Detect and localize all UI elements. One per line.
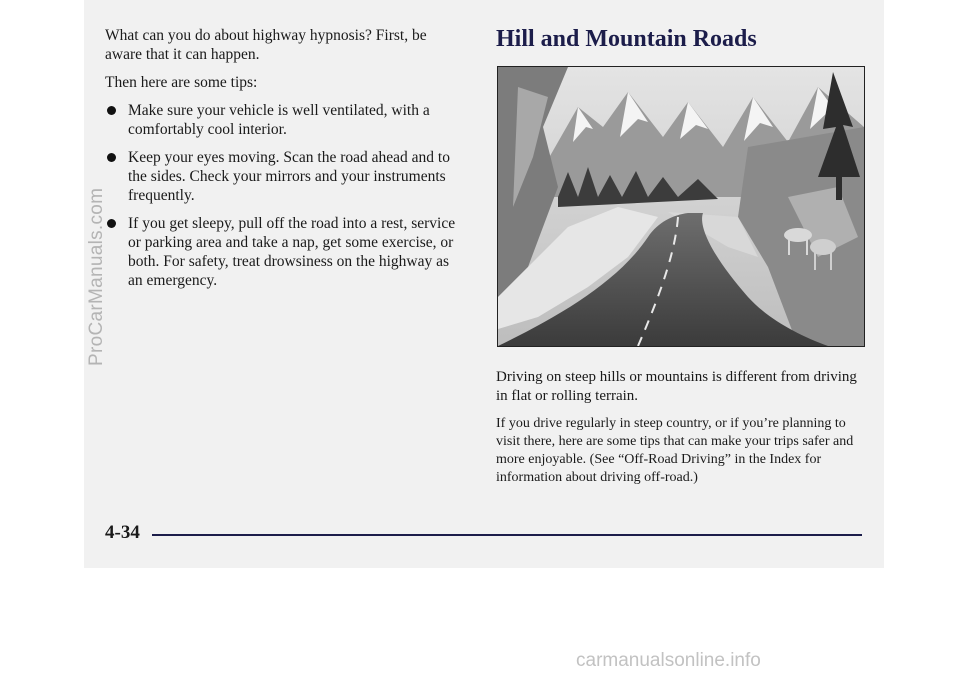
left-column [105, 26, 461, 299]
bullet-icon [107, 219, 116, 228]
list-item [105, 214, 461, 290]
tip-text: If you get sleepy, pull off the road into a rest, service or parking area and take a nap, get some exercise, or both. For safety, treat drowsiness on the highway as an emergency. [128, 215, 456, 289]
bullet-icon [107, 106, 116, 115]
tip-text: Make sure your vehicle is well ventilated, with a comfortably cool interior. [128, 102, 430, 138]
mountain-road-illustration [497, 66, 865, 347]
list-item [105, 101, 461, 139]
mountain-road-image [498, 67, 864, 346]
bottom-watermark: carmanualsonline.info [576, 650, 761, 671]
side-watermark: ProCarManuals.com [86, 187, 107, 366]
right-column [496, 368, 868, 496]
list-item [105, 148, 461, 205]
section-heading: Hill and Mountain Roads [496, 26, 757, 52]
tips-paragraph: If you drive regularly in steep country, or if you’re planning to visit there, here are some tips that can make your trips safer and more enjoyable. (See “Off-Road Driving” in the Index for information about driving off-road.) [496, 416, 854, 485]
intro-paragraph: What can you do about highway hypnosis? First, be aware that it can happen. [105, 27, 427, 63]
tips-lead: Then here are some tips: [105, 74, 258, 91]
tips-list [105, 101, 461, 290]
footer-rule [152, 534, 862, 536]
page-number: 4-34 [105, 522, 140, 543]
intro-paragraph: Driving on steep hills or mountains is different from driving in flat or rolling terrain. [496, 369, 857, 404]
tip-text: Keep your eyes moving. Scan the road ahead and to the sides. Check your mirrors and your instruments frequently. [128, 149, 450, 204]
bullet-icon [107, 153, 116, 162]
